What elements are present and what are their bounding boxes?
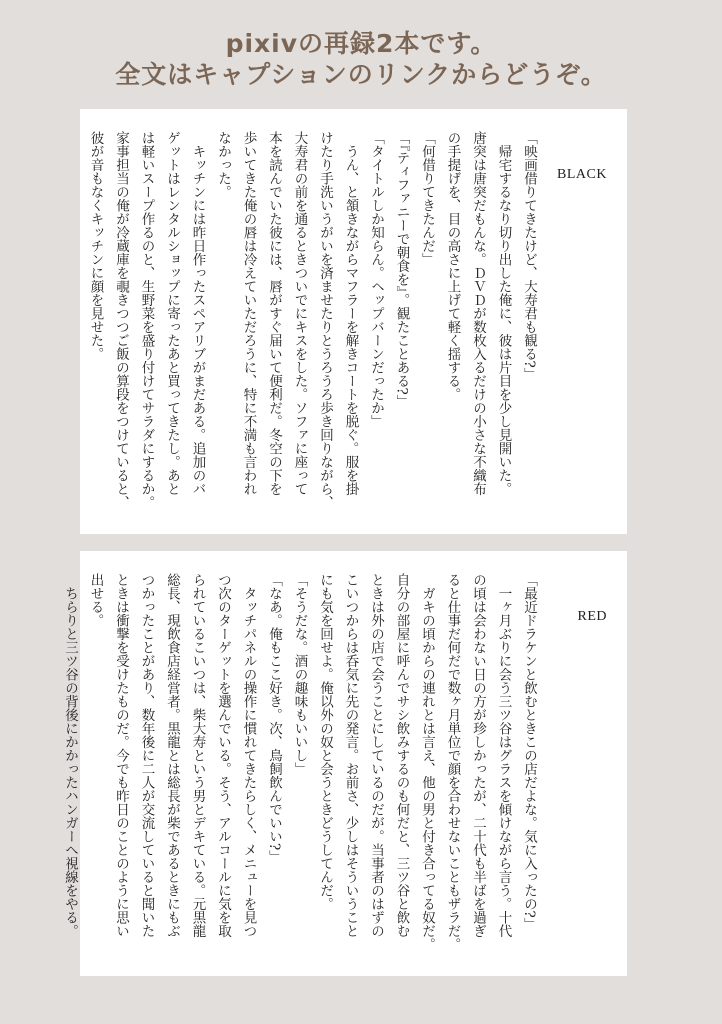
story-label-red: RED <box>577 609 607 624</box>
text-line: ガキの頃からの連れとは言え、他の男と付き合ってる奴だ。 <box>419 573 435 951</box>
text-line: 一ヶ月ぶりに会う三ツ谷はグラスを傾けながら言う。十代 <box>495 573 512 938</box>
text-line: られているこいつは、柴大寿という男とデキている。元黒龍 <box>189 573 206 938</box>
text-line: 唐突は唐突だもんな。ＤＶＤが数枚入るだけの小さな不織布 <box>470 131 486 496</box>
text-line: 「なあ。俺もここ好き。次、鳥飼飲んでいい?」 <box>266 573 282 864</box>
text-line: 家事担当の俺が冷蔵庫を覗きつつご飯の算段をつけていると、 <box>113 131 129 509</box>
black-story-text <box>82 131 541 521</box>
text-line: 大寿君の前を通るときついでにキスをした。ソファに座って <box>291 131 308 496</box>
text-line: 本を読んでいた彼には、唇がすぐ届いて便利だ。冬空の下を <box>266 131 282 496</box>
text-line: 帰宅するなり切り出した俺に、彼は片目を少し見開いた。 <box>495 131 512 496</box>
text-line: うん、と頷きながらマフラーを解きコートを脱ぐ。服を掛 <box>342 131 359 496</box>
headline <box>0 28 722 90</box>
text-line: キッチンには昨日作ったスペアリブがまだある。追加のバ <box>189 131 206 496</box>
text-line: 歩いてきた俺の唇は冷えていただろうに、特に不満も言われ <box>240 131 257 496</box>
text-line: 「映画借りてきたけど、大寿君も観る?」 <box>521 131 537 382</box>
text-line: 「『ティファニーで朝食を』。観たことある?」 <box>393 131 410 409</box>
text-line: ると仕事だ何だで数ヶ月単位で顔を合わせないこともザラだ。 <box>444 573 461 951</box>
text-line: にも気を回せよ。俺以外の奴と会うときどうしてんだ。 <box>317 573 333 911</box>
headline-line-1: pixivの再録2本です。 <box>225 29 497 58</box>
text-line: 「タイトルしか知らん。ヘップバーンだったか」 <box>368 131 384 428</box>
text-line: なかった。 <box>215 131 231 199</box>
text-line: 「そうだな。酒の趣味もいいし」 <box>291 573 308 776</box>
headline-line-2: 全文はキャプションのリンクからどうぞ。 <box>115 60 607 89</box>
text-line: 「何借りてきたんだ」 <box>419 131 435 266</box>
text-line: こいつからは呑気に先の発言。お前さ、少しはそういうこと <box>342 573 359 938</box>
text-line: ときは外の店で会うことにしているのだが。当事者のはずの <box>368 573 384 938</box>
text-line: 出せる。 <box>87 573 104 627</box>
text-line: 「最近ドラケンと飲むときこの店だよな。気に入ったの?」 <box>521 573 537 932</box>
black-story-panel <box>80 109 627 534</box>
text-line: けたり手洗いうがいを済ませたりとうろうろ歩き回りながら、 <box>317 131 333 509</box>
text-line: タッチパネルの操作に慣れてきたらしく、メニューを見つ <box>240 573 257 938</box>
text-line: つ次のターゲットを選んでいる。そう、アルコールに気を取 <box>215 573 231 938</box>
text-line: 彼が音もなくキッチンに顔を見せた。 <box>87 131 104 361</box>
story-label-black: BLACK <box>557 167 607 182</box>
text-line: ちらりと三ツ谷の背後にかかったハンガーへ視線をやる。 <box>62 573 78 938</box>
text-line: の頃は会わない日の方が珍しかったが、二十代も半ばを過ぎ <box>470 573 486 938</box>
text-line: ゲットはレンタルショップに寄ったあと買ってきたし。あと <box>164 131 180 496</box>
red-story-text <box>57 573 542 963</box>
text-line: の手提げを、目の高さに上げて軽く揺する。 <box>444 131 461 401</box>
text-line: ときは衝撃を受けたものだ。今でも昨日のことのように思い <box>113 573 129 938</box>
red-story-panel <box>62 551 627 976</box>
text-line: は軽いスープ作るのと、生野菜を盛り付けてサラダにするか。 <box>138 131 155 509</box>
text-line: つかったことがあり、数年後に二人が交流していると聞いた <box>138 573 155 938</box>
text-line: 総長、現飲食店経営者。黒龍とは総長が柴であるときにもぶ <box>164 573 180 938</box>
text-line: 自分の部屋に呼んでサシ飲みするのも何だと、三ツ谷と飲む <box>393 573 410 938</box>
